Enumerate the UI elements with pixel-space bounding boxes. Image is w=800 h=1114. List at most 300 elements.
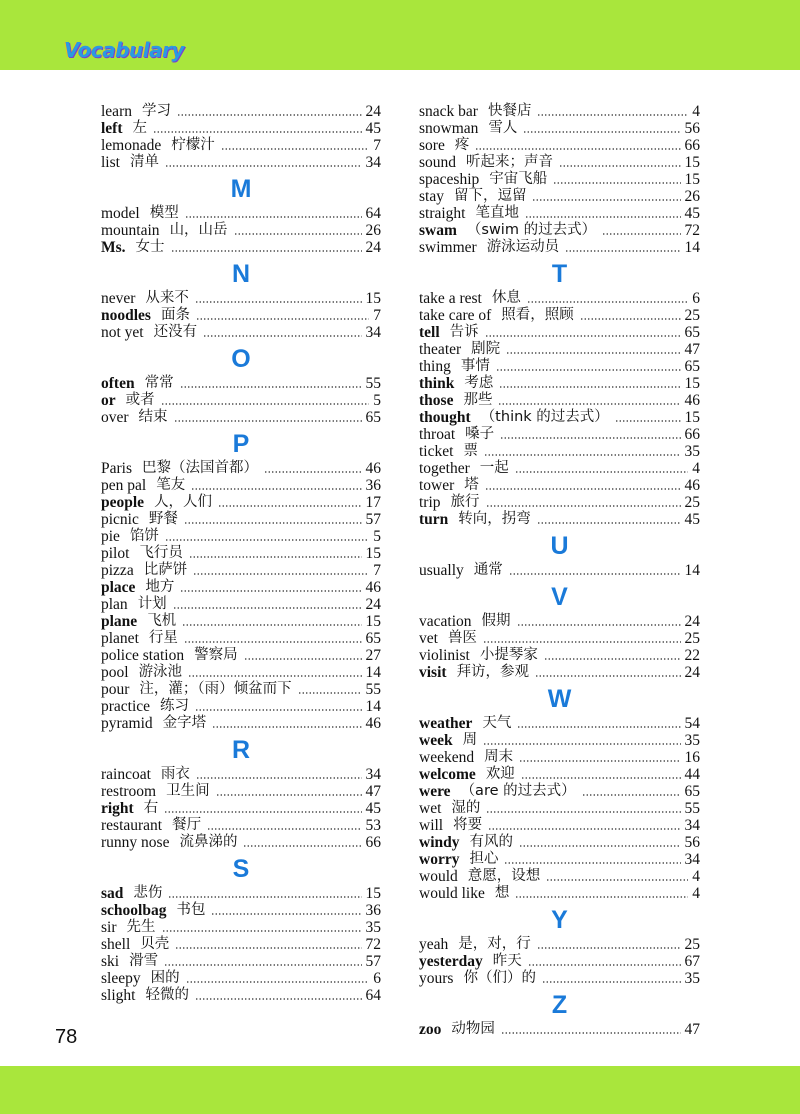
entry-translation: 人，人们 bbox=[154, 494, 213, 510]
entry-word: swam bbox=[419, 222, 457, 239]
glossary-entry bbox=[101, 562, 381, 579]
glossary-entry bbox=[101, 392, 381, 409]
dot-leader bbox=[602, 233, 680, 235]
entry-page-number: 5 bbox=[373, 392, 381, 409]
glossary-entry bbox=[419, 307, 700, 324]
entry-page-number: 15 bbox=[365, 290, 381, 307]
entry-translation: 听起来；声音 bbox=[466, 154, 554, 170]
dot-leader bbox=[186, 981, 370, 983]
entry-page-number: 35 bbox=[684, 443, 700, 460]
entry-translation: 右 bbox=[143, 800, 159, 816]
dot-leader bbox=[486, 505, 681, 507]
entry-page-number: 34 bbox=[365, 766, 381, 783]
entry-page-number: 35 bbox=[684, 970, 700, 987]
entry-page-number: 15 bbox=[365, 885, 381, 902]
entry-page-number: 15 bbox=[365, 545, 381, 562]
entry-word: vet bbox=[419, 630, 438, 647]
dot-leader bbox=[177, 114, 362, 116]
entry-translation: 一起 bbox=[479, 460, 509, 476]
entry-translation: 湿的 bbox=[451, 800, 481, 816]
glossary-entry bbox=[419, 137, 700, 154]
dot-leader bbox=[234, 233, 362, 235]
entry-word: will bbox=[419, 817, 444, 834]
entry-translation: 巴黎（法国首都） bbox=[142, 460, 258, 476]
glossary-entry bbox=[101, 630, 381, 647]
dot-leader bbox=[161, 403, 370, 405]
entry-page-number: 25 bbox=[684, 936, 700, 953]
dot-leader bbox=[515, 471, 688, 473]
dot-leader bbox=[264, 471, 362, 473]
entry-page-number: 53 bbox=[365, 817, 381, 834]
entry-page-number: 65 bbox=[684, 324, 700, 341]
entry-word: snack bar bbox=[419, 103, 478, 120]
entry-word: week bbox=[419, 732, 453, 749]
glossary-entry bbox=[101, 579, 381, 596]
entry-page-number: 47 bbox=[365, 783, 381, 800]
entry-translation: 从来不 bbox=[145, 290, 189, 306]
entry-word: tell bbox=[419, 324, 440, 341]
dot-leader bbox=[523, 131, 680, 133]
glossary-entry bbox=[419, 443, 700, 460]
entry-page-number: 65 bbox=[684, 783, 700, 800]
entry-page-number: 34 bbox=[365, 154, 381, 171]
glossary-entry bbox=[419, 239, 700, 256]
dot-leader bbox=[565, 250, 680, 252]
entry-page-number: 46 bbox=[365, 460, 381, 477]
entry-word: sound bbox=[419, 154, 457, 171]
entry-page-number: 25 bbox=[684, 630, 700, 647]
entry-translation: 休息 bbox=[491, 290, 521, 306]
glossary-entry bbox=[419, 188, 700, 205]
entry-translation: 雨衣 bbox=[160, 766, 190, 782]
dot-leader bbox=[559, 165, 680, 167]
dot-leader bbox=[195, 709, 361, 711]
entry-translation: 左 bbox=[132, 120, 148, 136]
entry-word: place bbox=[101, 579, 136, 596]
entry-translation: 塔 bbox=[464, 477, 479, 493]
dot-leader bbox=[537, 114, 688, 116]
entry-word: practice bbox=[101, 698, 151, 715]
entry-page-number: 4 bbox=[692, 460, 700, 477]
dot-leader bbox=[196, 777, 362, 779]
entry-word: think bbox=[419, 375, 455, 392]
dot-leader bbox=[165, 165, 362, 167]
glossary-entry bbox=[419, 783, 700, 800]
dot-leader bbox=[182, 624, 361, 626]
glossary-entry bbox=[419, 851, 700, 868]
dot-leader bbox=[475, 148, 680, 150]
glossary-entry bbox=[419, 409, 700, 426]
dot-leader bbox=[542, 981, 681, 983]
dot-leader bbox=[486, 811, 680, 813]
entry-word: pour bbox=[101, 681, 130, 698]
entry-page-number: 15 bbox=[365, 613, 381, 630]
glossary-entry bbox=[419, 171, 700, 188]
dot-leader bbox=[521, 777, 681, 779]
dot-leader bbox=[509, 573, 681, 575]
glossary-entry bbox=[419, 1021, 700, 1038]
dot-leader bbox=[500, 437, 680, 439]
entry-word: restaurant bbox=[101, 817, 163, 834]
glossary-entry bbox=[101, 120, 381, 137]
entry-page-number: 57 bbox=[365, 511, 381, 528]
entry-page-number: 66 bbox=[684, 426, 700, 443]
section-letter: U bbox=[550, 532, 569, 560]
glossary-entry bbox=[419, 885, 700, 902]
entry-word: ski bbox=[101, 953, 120, 970]
entry-page-number: 15 bbox=[684, 154, 700, 171]
entry-word: thing bbox=[419, 358, 451, 375]
dot-leader bbox=[506, 352, 680, 354]
entry-word: weekend bbox=[419, 749, 475, 766]
entry-word: violinist bbox=[419, 647, 470, 664]
entry-translation: 剧院 bbox=[471, 341, 501, 357]
entry-page-number: 14 bbox=[684, 239, 700, 256]
entry-word: raincoat bbox=[101, 766, 151, 783]
dot-leader bbox=[218, 505, 361, 507]
glossary-entry bbox=[101, 154, 381, 171]
entry-translation: 柠檬汁 bbox=[171, 137, 215, 153]
entry-translation: 流鼻涕的 bbox=[179, 834, 238, 850]
entry-word: over bbox=[101, 409, 129, 426]
glossary-entry bbox=[101, 103, 381, 120]
dot-leader bbox=[243, 845, 361, 847]
dot-leader bbox=[537, 522, 681, 524]
glossary-entry bbox=[101, 664, 381, 681]
entry-word: Ms. bbox=[101, 239, 126, 256]
entry-translation: 兽医 bbox=[447, 630, 477, 646]
entry-translation: 注，灌；（雨）倾盆而下 bbox=[139, 681, 292, 697]
entry-word: vacation bbox=[419, 613, 472, 630]
entry-word: not yet bbox=[101, 324, 144, 341]
dot-leader bbox=[535, 675, 680, 677]
glossary-entry bbox=[419, 120, 700, 137]
dot-leader bbox=[488, 828, 680, 830]
section-letter: R bbox=[231, 736, 251, 764]
dot-leader bbox=[504, 862, 680, 864]
dot-leader bbox=[211, 913, 361, 915]
glossary-entry bbox=[101, 987, 381, 1004]
entry-page-number: 24 bbox=[365, 239, 381, 256]
glossary-entry bbox=[419, 630, 700, 647]
entry-translation: 游泳运动员 bbox=[486, 239, 560, 255]
entry-page-number: 26 bbox=[365, 222, 381, 239]
entry-translation: 想 bbox=[494, 885, 510, 901]
entry-word: worry bbox=[419, 851, 460, 868]
entry-page-number: 24 bbox=[365, 596, 381, 613]
entry-translation: 考虑 bbox=[464, 375, 494, 391]
glossary-entry bbox=[419, 715, 700, 732]
section-letter: O bbox=[231, 345, 251, 373]
entry-page-number: 24 bbox=[684, 664, 700, 681]
dot-leader bbox=[164, 811, 361, 813]
entry-word: theater bbox=[419, 341, 462, 358]
glossary-entry bbox=[419, 103, 700, 120]
entry-word: would bbox=[419, 868, 458, 885]
entry-translation: 飞机 bbox=[147, 613, 177, 629]
entry-page-number: 4 bbox=[692, 885, 700, 902]
entry-word: shell bbox=[101, 936, 131, 953]
entry-page-number: 14 bbox=[365, 664, 381, 681]
glossary-entry bbox=[419, 290, 700, 307]
entry-page-number: 15 bbox=[684, 171, 700, 188]
dot-leader bbox=[532, 199, 680, 201]
entry-translation: 常常 bbox=[144, 375, 174, 391]
entry-page-number: 27 bbox=[365, 647, 381, 664]
dot-leader bbox=[175, 947, 361, 949]
entry-translation: 有风的 bbox=[469, 834, 513, 850]
glossary-entry bbox=[101, 919, 381, 936]
entry-page-number: 72 bbox=[684, 222, 700, 239]
entry-word: yesterday bbox=[419, 953, 483, 970]
entry-translation: 轻微的 bbox=[145, 987, 189, 1003]
entry-word: those bbox=[419, 392, 454, 409]
entry-page-number: 6 bbox=[692, 290, 700, 307]
entry-page-number: 34 bbox=[684, 851, 700, 868]
entry-page-number: 47 bbox=[684, 1021, 700, 1038]
section-letter: P bbox=[232, 430, 250, 458]
dot-leader bbox=[164, 964, 361, 966]
dot-leader bbox=[244, 658, 362, 660]
entry-word: windy bbox=[419, 834, 460, 851]
entry-word: turn bbox=[419, 511, 449, 528]
entry-word: weather bbox=[419, 715, 473, 732]
entry-translation: 通常 bbox=[473, 562, 503, 578]
entry-word: plan bbox=[101, 596, 128, 613]
entry-page-number: 35 bbox=[365, 919, 381, 936]
entry-translation: 是，对，行 bbox=[458, 936, 531, 952]
entry-translation: 行星 bbox=[148, 630, 178, 646]
dot-leader bbox=[168, 896, 361, 898]
dot-leader bbox=[528, 964, 681, 966]
dot-leader bbox=[519, 760, 680, 762]
entry-word: Paris bbox=[101, 460, 132, 477]
dot-leader bbox=[501, 1032, 681, 1034]
dot-leader bbox=[184, 522, 362, 524]
glossary-entry bbox=[419, 494, 700, 511]
dot-leader bbox=[485, 488, 681, 490]
entry-page-number: 46 bbox=[684, 392, 700, 409]
glossary-entry bbox=[101, 324, 381, 341]
entry-page-number: 66 bbox=[365, 834, 381, 851]
entry-word: sleepy bbox=[101, 970, 141, 987]
dot-leader bbox=[174, 420, 362, 422]
entry-page-number: 5 bbox=[373, 528, 381, 545]
footer-bar bbox=[0, 1066, 800, 1114]
entry-translation: 动物园 bbox=[451, 1021, 495, 1037]
entry-word: tower bbox=[419, 477, 455, 494]
dot-leader bbox=[195, 998, 362, 1000]
section-letter: S bbox=[232, 855, 250, 883]
entry-translation: 卫生间 bbox=[166, 783, 210, 799]
entry-word: together bbox=[419, 460, 470, 477]
glossary-entry bbox=[101, 970, 381, 987]
glossary-entry bbox=[101, 511, 381, 528]
entry-page-number: 25 bbox=[684, 307, 700, 324]
glossary-entry bbox=[101, 715, 381, 732]
entry-page-number: 22 bbox=[684, 647, 700, 664]
entry-word: runny nose bbox=[101, 834, 170, 851]
entry-word: police station bbox=[101, 647, 185, 664]
glossary-entry bbox=[419, 426, 700, 443]
entry-word: sir bbox=[101, 919, 117, 936]
entry-translation: 或者 bbox=[125, 392, 155, 408]
entry-word: pool bbox=[101, 664, 129, 681]
glossary-entry bbox=[419, 460, 700, 477]
entry-word: planet bbox=[101, 630, 139, 647]
entry-word: noodles bbox=[101, 307, 151, 324]
entry-translation: 练习 bbox=[160, 698, 190, 714]
entry-page-number: 7 bbox=[373, 137, 381, 154]
dot-leader bbox=[537, 947, 681, 949]
entry-word: were bbox=[419, 783, 451, 800]
entry-page-number: 66 bbox=[684, 137, 700, 154]
entry-word: swimmer bbox=[419, 239, 477, 256]
dot-leader bbox=[496, 369, 681, 371]
glossary-entry bbox=[419, 341, 700, 358]
entry-page-number: 44 bbox=[684, 766, 700, 783]
entry-translation: 贝壳 bbox=[140, 936, 170, 952]
dot-leader bbox=[517, 726, 680, 728]
dot-leader bbox=[544, 658, 681, 660]
dot-leader bbox=[189, 556, 362, 558]
entry-word: sad bbox=[101, 885, 124, 902]
entry-word: yours bbox=[419, 970, 454, 987]
dot-leader bbox=[580, 318, 681, 320]
glossary-entry bbox=[419, 154, 700, 171]
dot-leader bbox=[188, 675, 361, 677]
glossary-entry bbox=[101, 783, 381, 800]
glossary-entry bbox=[101, 885, 381, 902]
glossary-entry bbox=[419, 868, 700, 885]
entry-translation: 笔直地 bbox=[475, 205, 519, 221]
dot-leader bbox=[196, 318, 369, 320]
entry-word: straight bbox=[419, 205, 466, 222]
entry-translation: 学习 bbox=[141, 103, 171, 119]
glossary-entry bbox=[419, 358, 700, 375]
glossary-entry bbox=[101, 528, 381, 545]
glossary-entry bbox=[101, 545, 381, 562]
glossary-entry bbox=[101, 477, 381, 494]
entry-translation: 快餐店 bbox=[487, 103, 532, 119]
glossary-entry bbox=[419, 562, 700, 579]
glossary-entry bbox=[101, 137, 381, 154]
entry-translation: 宇宙飞船 bbox=[489, 171, 548, 187]
entry-word: would like bbox=[419, 885, 485, 902]
dot-leader bbox=[615, 420, 681, 422]
entry-word: sore bbox=[419, 137, 445, 154]
entry-translation: 告诉 bbox=[449, 324, 479, 340]
entry-page-number: 24 bbox=[684, 613, 700, 630]
dot-leader bbox=[546, 879, 688, 881]
entry-page-number: 34 bbox=[684, 817, 700, 834]
entry-word: or bbox=[101, 392, 116, 409]
entry-page-number: 4 bbox=[692, 103, 700, 120]
entry-page-number: 56 bbox=[684, 120, 700, 137]
glossary-entry bbox=[101, 698, 381, 715]
glossary-entry bbox=[101, 766, 381, 783]
dot-leader bbox=[498, 403, 680, 405]
dot-leader bbox=[582, 794, 681, 796]
glossary-entry bbox=[419, 834, 700, 851]
dot-leader bbox=[527, 301, 688, 303]
section-letter: Z bbox=[551, 991, 568, 1019]
glossary-entry bbox=[101, 290, 381, 307]
entry-word: pyramid bbox=[101, 715, 153, 732]
entry-translation: 滑雪 bbox=[129, 953, 159, 969]
entry-word: list bbox=[101, 154, 120, 171]
entry-word: pilot bbox=[101, 545, 130, 562]
glossary-entry bbox=[101, 817, 381, 834]
entry-page-number: 24 bbox=[365, 103, 381, 120]
glossary-entry bbox=[101, 307, 381, 324]
entry-translation: 周末 bbox=[484, 749, 514, 765]
entry-translation: 先生 bbox=[126, 919, 156, 935]
entry-translation: 还没有 bbox=[153, 324, 198, 340]
glossary-entry bbox=[101, 239, 381, 256]
entry-word: thought bbox=[419, 409, 471, 426]
dot-leader bbox=[195, 301, 362, 303]
entry-page-number: 14 bbox=[365, 698, 381, 715]
entry-translation: 金字塔 bbox=[162, 715, 207, 731]
entry-translation: 地方 bbox=[145, 579, 175, 595]
section-letter: M bbox=[230, 175, 252, 203]
entry-translation: 意愿，设想 bbox=[467, 868, 541, 884]
entry-translation: 野餐 bbox=[148, 511, 178, 527]
glossary-entry bbox=[101, 647, 381, 664]
entry-page-number: 4 bbox=[692, 868, 700, 885]
dot-leader bbox=[485, 335, 681, 337]
entry-translation: 事情 bbox=[460, 358, 490, 374]
entry-word: right bbox=[101, 800, 134, 817]
entry-page-number: 45 bbox=[684, 205, 700, 222]
entry-translation: 昨天 bbox=[492, 953, 522, 969]
glossary-entry bbox=[419, 970, 700, 987]
entry-word: plane bbox=[101, 613, 138, 630]
entry-page-number: 35 bbox=[684, 732, 700, 749]
entry-translation: 你（们）的 bbox=[463, 970, 536, 986]
entry-word: visit bbox=[419, 664, 447, 681]
entry-translation: 警察局 bbox=[194, 647, 238, 663]
dot-leader bbox=[173, 607, 362, 609]
entry-word: slight bbox=[101, 987, 136, 1004]
entry-word: take care of bbox=[419, 307, 492, 324]
entry-translation: 雪人 bbox=[488, 120, 518, 136]
entry-word: throat bbox=[419, 426, 456, 443]
glossary-entry bbox=[101, 800, 381, 817]
entry-translation: 照看，照顾 bbox=[501, 307, 574, 323]
dot-leader bbox=[180, 590, 361, 592]
dot-leader bbox=[184, 641, 362, 643]
dot-leader bbox=[483, 641, 681, 643]
glossary-entry bbox=[101, 494, 381, 511]
entry-page-number: 65 bbox=[365, 630, 381, 647]
entry-word: stay bbox=[419, 188, 444, 205]
entry-word: pie bbox=[101, 528, 120, 545]
entry-page-number: 7 bbox=[373, 562, 381, 579]
glossary-entry bbox=[419, 647, 700, 664]
entry-page-number: 36 bbox=[365, 477, 381, 494]
glossary-entry bbox=[419, 766, 700, 783]
glossary-entry bbox=[419, 732, 700, 749]
entry-translation: 笔友 bbox=[156, 477, 186, 493]
entry-word: usually bbox=[419, 562, 464, 579]
dot-leader bbox=[519, 845, 681, 847]
glossary-entry bbox=[101, 205, 381, 222]
entry-word: wet bbox=[419, 800, 442, 817]
entry-translation: 面条 bbox=[160, 307, 190, 323]
entry-translation: 飞行员 bbox=[139, 545, 183, 561]
